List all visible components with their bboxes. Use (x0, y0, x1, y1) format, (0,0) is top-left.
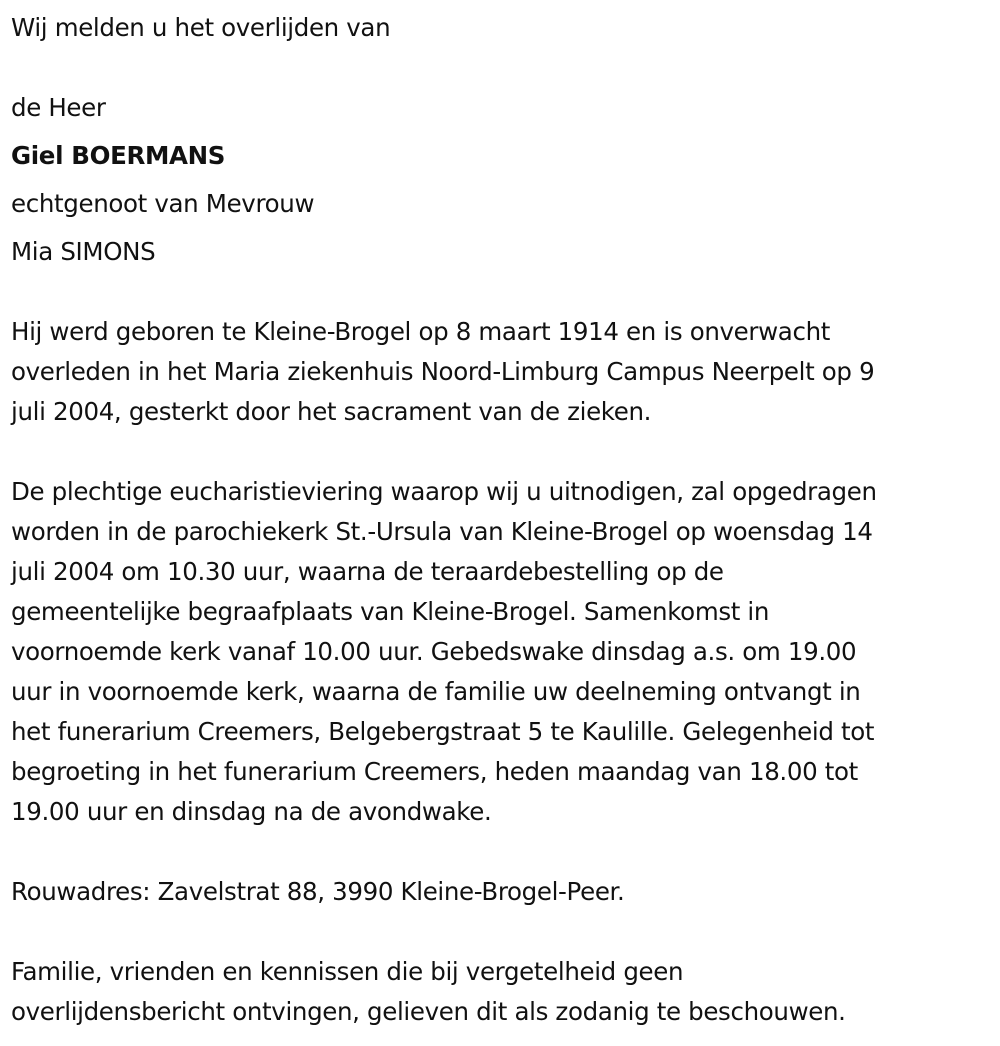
address-paragraph (11, 872, 991, 912)
paragraph-line: worden in de parochiekerk St.-Ursula van Kleine-Brogel op woensdag 14 (11, 517, 873, 546)
spouse-role: echtgenoot van Mevrouw (11, 189, 315, 218)
honorific: de Heer (11, 93, 106, 122)
death-notice (11, 8, 991, 1032)
ceremony-paragraph (11, 472, 991, 832)
closing-paragraph (11, 952, 991, 1032)
paragraph-line: De plechtige eucharistieviering waarop wij u uitnodigen, zal opgedragen (11, 477, 877, 506)
paragraph-line: gemeentelijke begraafplaats van Kleine-Brogel. Samenkomst in (11, 597, 770, 626)
paragraph-line: 19.00 uur en dinsdag na de avondwake. (11, 797, 492, 826)
intro-text: Wij melden u het overlijden van (11, 13, 391, 42)
paragraph-line: overlijdensbericht ontvingen, gelieven dit als zodanig te beschouwen. (11, 997, 846, 1026)
paragraph-line: uur in voornoemde kerk, waarna de familie uw deelneming ontvangt in (11, 677, 861, 706)
spouse-name: Mia SIMONS (11, 237, 156, 266)
birth-death-paragraph (11, 312, 991, 432)
deceased-name: Giel BOERMANS (11, 141, 226, 170)
mourning-address: Rouwadres: Zavelstrat 88, 3990 Kleine-Brogel-Peer. (11, 877, 625, 906)
paragraph-line: Familie, vrienden en kennissen die bij vergetelheid geen (11, 957, 684, 986)
paragraph-line: juli 2004, gesterkt door het sacrament van de zieken. (11, 397, 652, 426)
paragraph-line: voornoemde kerk vanaf 10.00 uur. Gebedswake dinsdag a.s. om 19.00 (11, 637, 857, 666)
paragraph-line: het funerarium Creemers, Belgebergstraat 5 te Kaulille. Gelegenheid tot (11, 717, 875, 746)
paragraph-line: juli 2004 om 10.30 uur, waarna de teraardebestelling op de (11, 557, 724, 586)
paragraph-line: Hij werd geboren te Kleine-Brogel op 8 maart 1914 en is onverwacht (11, 317, 831, 346)
paragraph-line: overleden in het Maria ziekenhuis Noord-Limburg Campus Neerpelt op 9 (11, 357, 875, 386)
paragraph-line: begroeting in het funerarium Creemers, heden maandag van 18.00 tot (11, 757, 858, 786)
